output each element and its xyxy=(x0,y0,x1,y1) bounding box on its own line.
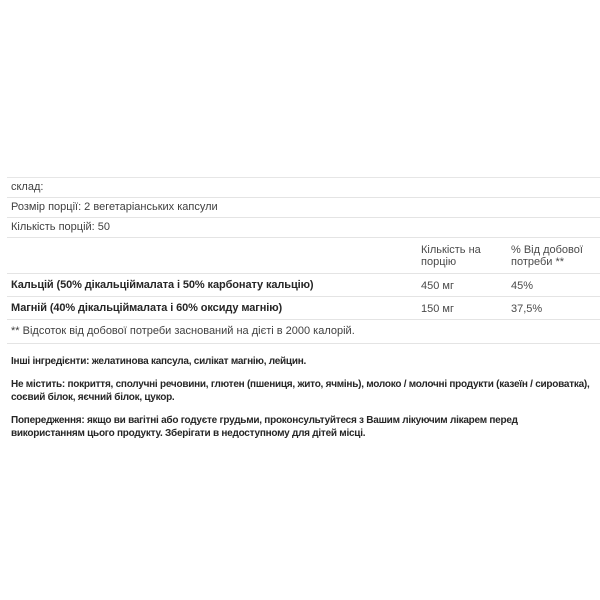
nutrient-row-calcium xyxy=(7,274,600,297)
info-row-composition xyxy=(7,177,600,198)
additional-info-block xyxy=(7,355,591,441)
column-header-amount-per-serving: Кількість на порцію xyxy=(421,244,481,268)
nutrient-amount-calcium: 450 мг xyxy=(421,280,454,292)
info-row-serving-size xyxy=(7,198,600,218)
info-row-servings-per-container xyxy=(7,218,600,238)
column-header-daily-value: % Від добової потреби ** xyxy=(511,244,583,268)
table-header-row xyxy=(7,238,600,274)
nutrient-name-calcium: Кальцій (50% дікальціймалата і 50% карбонату кальцію) xyxy=(11,279,314,291)
supplement-facts-section xyxy=(7,177,600,450)
daily-value-footnote-row xyxy=(7,320,600,344)
servings-per-container-label: Кількість порцій: 50 xyxy=(11,221,111,233)
daily-value-footnote: ** Відсоток від добової потреби заснований на дієті в 2000 калорій. xyxy=(11,325,355,337)
nutrient-amount-magnesium: 150 мг xyxy=(421,303,454,315)
does-not-contain-paragraph: Не містить: покриття, сполучні речовини, глютен (пшениця, жито, ячмінь), молоко / молочні продукти (казеїн / сироватка), соєвий білок, яєчний білок, цукор. xyxy=(11,378,590,403)
nutrient-name-magnesium: Магній (40% дікальціймалата і 60% оксиду магнію) xyxy=(11,302,283,314)
other-ingredients-paragraph: Інші інгредієнти: желатинова капсула, силікат магнію, лейцин. xyxy=(11,356,307,367)
serving-size-label: Розмір порції: 2 вегетаріанських капсули xyxy=(11,201,218,213)
nutrient-daily-value-magnesium: 37,5% xyxy=(511,303,543,315)
nutrient-daily-value-calcium: 45% xyxy=(511,280,534,292)
nutrient-row-magnesium xyxy=(7,297,600,320)
warning-paragraph: Попередження: якщо ви вагітні або годуєте грудьми, проконсультуйтеся з Вашим лікуючим лікарем перед використанням цього продукту. Зберігати в недоступному для дітей місці. xyxy=(11,414,518,439)
composition-label: склад: xyxy=(11,181,44,193)
